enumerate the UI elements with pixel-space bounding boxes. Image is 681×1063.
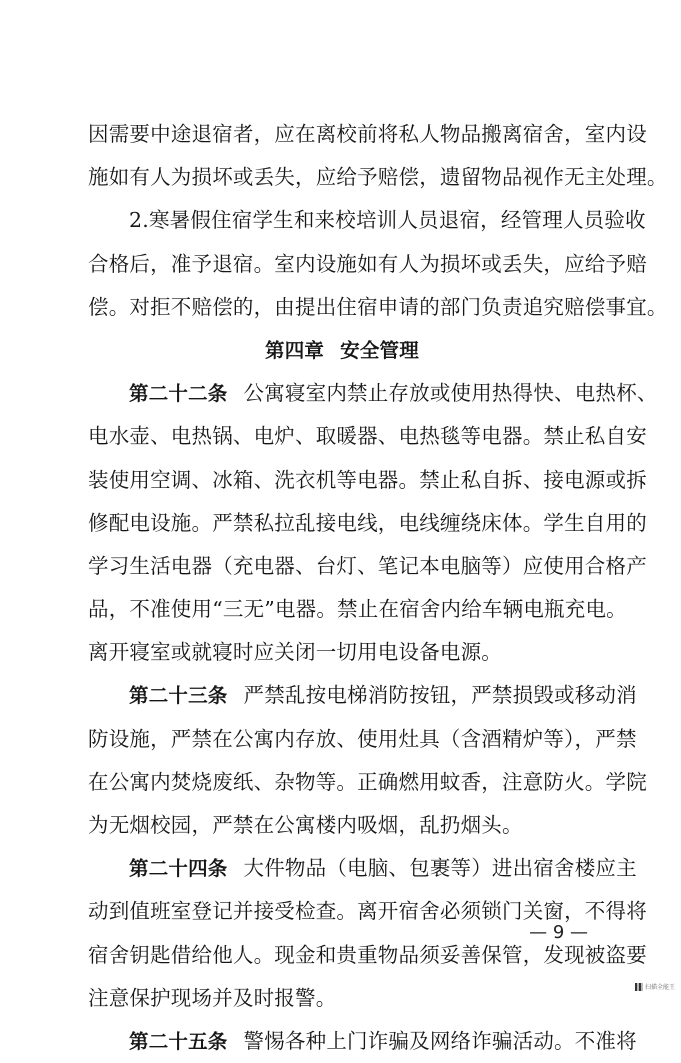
watermark-text: 扫描全能王 (644, 983, 675, 991)
page-number: — 9 — (529, 922, 588, 943)
chapter-heading (88, 329, 596, 372)
article-label: 第二十三条 (129, 684, 228, 708)
text-line: 施如有人为损坏或丢失，应给予赔偿，遗留物品视作无主处理。 (88, 165, 668, 190)
article-25-first-line (88, 1020, 637, 1063)
text-line: 在公寓内焚烧废纸、杂物等。正确燃用蚊香，注意防火。学院 (88, 769, 647, 794)
chapter-number: 第四章 (265, 338, 325, 362)
article-24-first-line (88, 847, 637, 890)
text-line: 动到值班室登记并接受检查。离开宿舍必须锁门关窗，不得将 (88, 899, 647, 924)
chapter-title: 安全管理 (340, 338, 419, 362)
text-line: 品，不准使用“三无”电器。禁止在宿舍内给车辆电瓶充电。 (88, 597, 627, 622)
article-label: 第二十五条 (129, 1029, 228, 1053)
article-label: 第二十四条 (129, 857, 228, 881)
article-text: 公寓寝室内禁止存放或使用热得快、电热杯、 (243, 381, 658, 406)
article-text: 严禁乱按电梯消防按钮，严禁损毁或移动消 (243, 683, 637, 708)
text-line: 装使用空调、冰箱、洗衣机等电器。禁止私自拆、接电源或拆 (88, 467, 647, 492)
text-line: 学习生活电器（充电器、台灯、笔记本电脑等）应使用合格产 (88, 553, 647, 578)
text-line: 宿舍钥匙借给他人。现金和贵重物品须妥善保管，发现被盗要 (88, 942, 647, 967)
text-line: 偿。对拒不赔偿的，由提出住宿申请的部门负责追究赔偿事宜。 (88, 294, 668, 319)
article-23-first-line (88, 674, 637, 717)
text-line: 因需要中途退宿者，应在离校前将私人物品搬离宿舍，室内设 (88, 122, 647, 146)
article-text: 警惕各种上门诈骗及网络诈骗活动。不准将 (243, 1028, 637, 1053)
scanner-watermark (635, 982, 675, 992)
text-line: 为无烟校园，严禁在公寓楼内吸烟，乱扔烟头。 (88, 813, 523, 837)
text-line: 2.寒暑假住宿学生和来校培训人员退宿，经管理人员验收 (129, 208, 646, 233)
text-line: 合格后，准予退宿。室内设施如有人为损坏或丢失，应给予赔 (88, 251, 647, 276)
article-label: 第二十二条 (129, 382, 228, 406)
text-line: 防设施，严禁在公寓内存放、使用灶具（含酒精炉等），严禁 (88, 726, 637, 751)
text-line: 电水壶、电热锅、电炉、取暖器、电热毯等电器。禁止私自安 (88, 424, 647, 449)
article-22-first-line (88, 372, 658, 415)
text-line: 修配电设施。严禁私拉乱接电线，电线缠绕床体。学生自用的 (88, 510, 647, 535)
text-line: 注意保护现场并及时报警。 (88, 985, 337, 1010)
text-line: 离开寝室或就寝时应关闭一切用电设备电源。 (88, 640, 502, 665)
qr-code-icon (635, 983, 643, 991)
article-text: 大件物品（电脑、包裹等）进出宿舍楼应主 (243, 856, 637, 881)
